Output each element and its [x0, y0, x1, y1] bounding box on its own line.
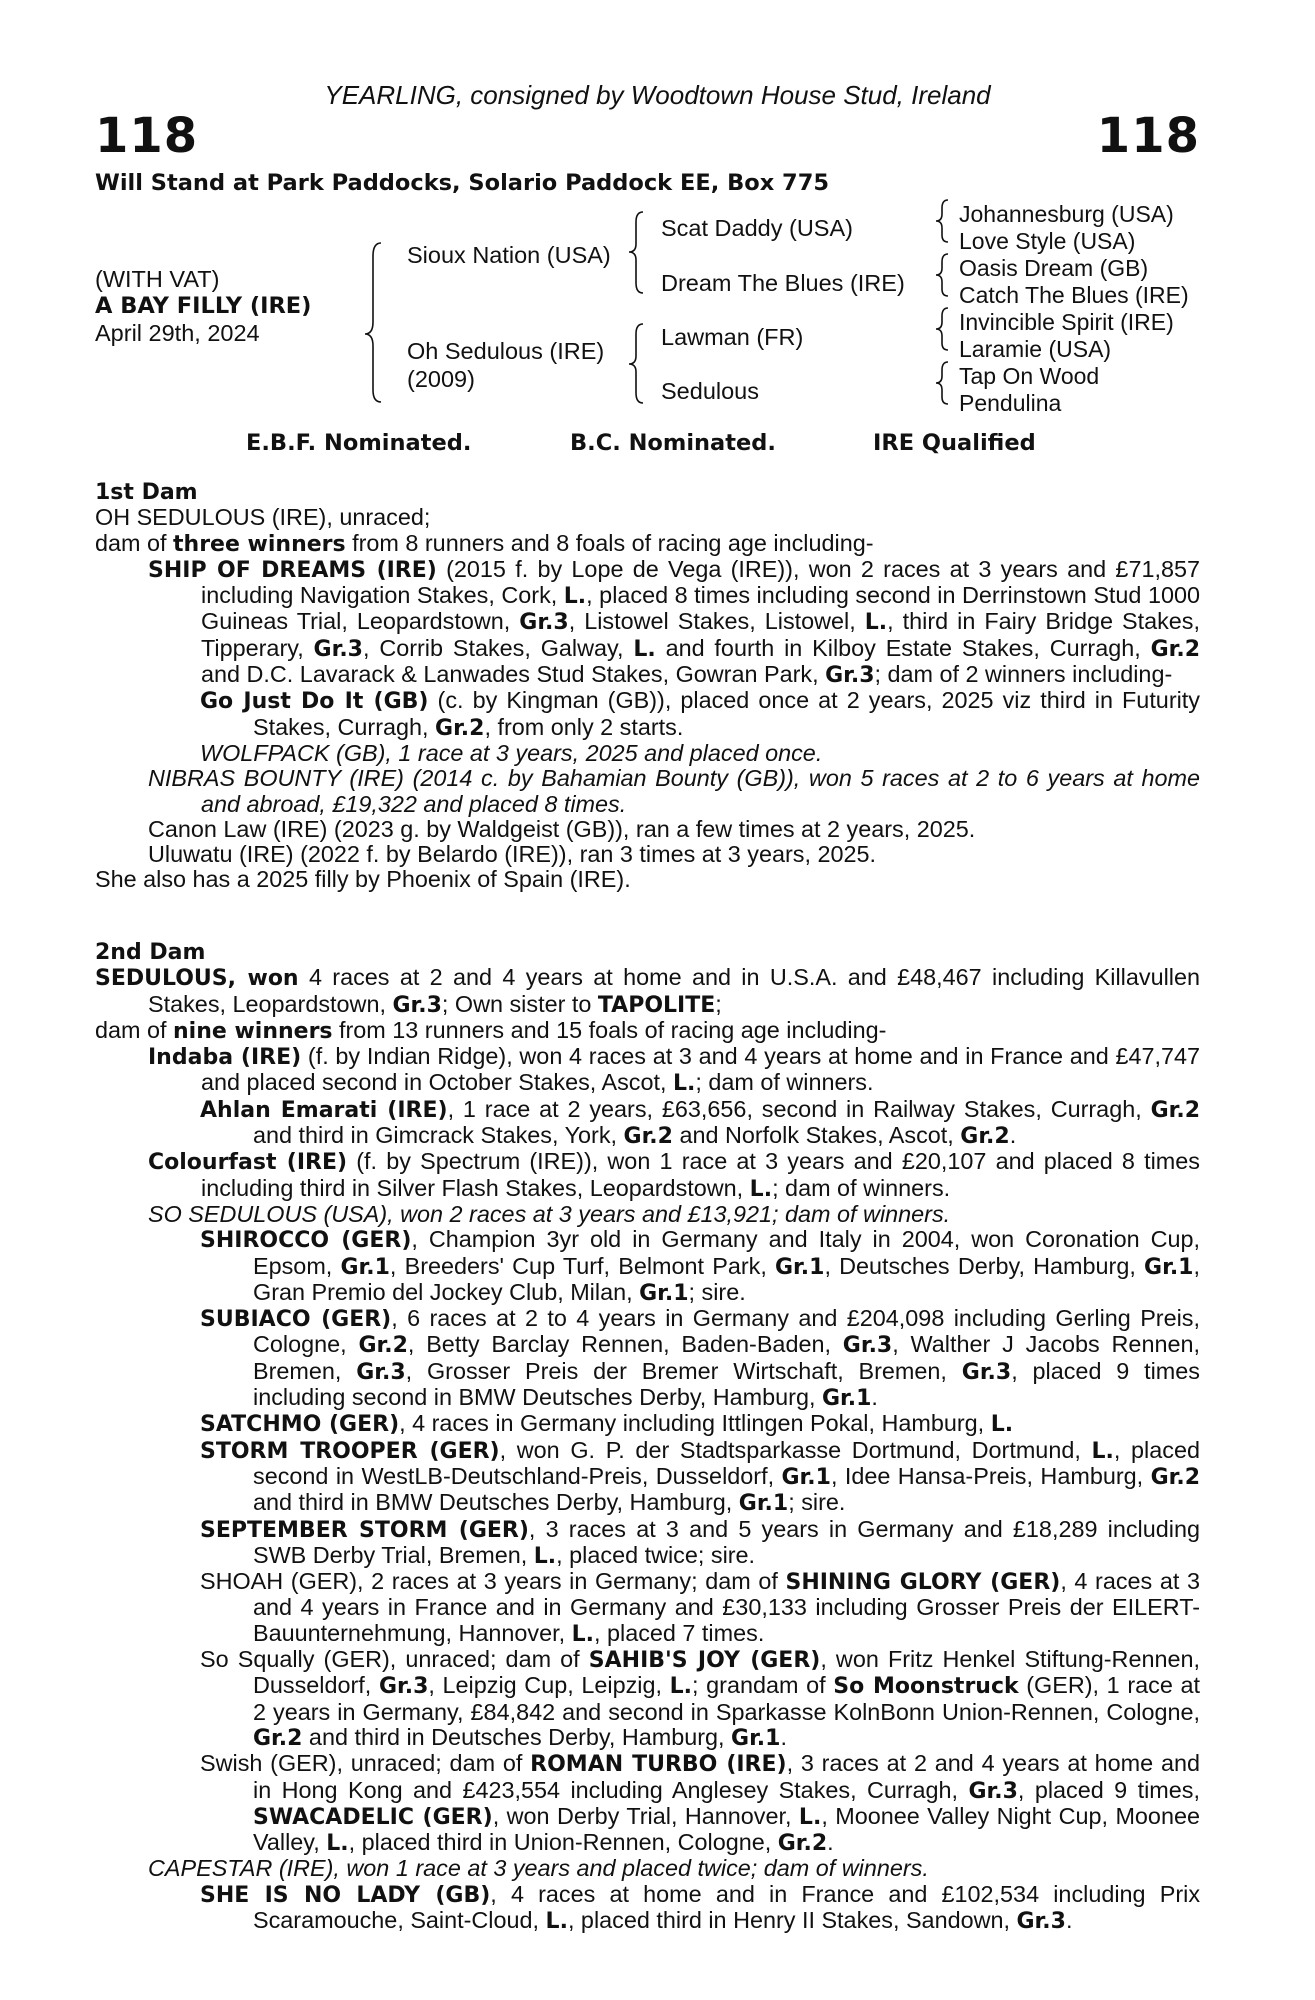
colourfast-entry: Colourfast (IRE) (f. by Spectrum (IRE)), won 1 race at 3 years and £20,107 and placed 8 times including third in Silver Flash Stakes, Leopardstown, L.; dam of winners. — [148, 1148, 1200, 1202]
g3-5: Invincible Spirit (IRE) — [959, 309, 1174, 335]
uluwatu-entry: Uluwatu (IRE) (2022 f. by Belardo (IRE)), ran 3 times at 3 years, 2025. — [148, 841, 877, 868]
swish-entry: Swish (GER), unraced; dam of ROMAN TURBO (IRE), 3 races at 2 and 4 years at home and in Hong Kong and £423,554 including Anglesey Stakes, Curragh, Gr.3, placed 9 times, SWACADELIC (GER), won Derby Trial, Hannover, L., Moonee Valley Night Cup, Moonee Valley, L., placed third in Union-Rennen, Cologne, Gr.2. — [200, 1750, 1200, 1857]
ahlan-emarati-entry: Ahlan Emarati (IRE), 1 race at 2 years, £63,656, second in Railway Stakes, Curragh, Gr.2 and third in Gimcrack Stakes, York, Gr.2 and Norfolk Stakes, Ascot, Gr.2. — [200, 1095, 1200, 1150]
g3-2: Love Style (USA) — [959, 228, 1136, 254]
first-dam-line-2: dam of three winners from 8 runners and 8 foals of racing age including- — [95, 529, 874, 557]
stand-location: Will Stand at Park Paddocks, Solario Paddock EE, Box 775 — [95, 170, 830, 196]
dam-name: Oh Sedulous (IRE) — [407, 338, 605, 364]
first-dam-title: 1st Dam — [95, 480, 198, 505]
second-dam-produce-line: dam of nine winners from 13 runners and 15 foals of racing age including- — [95, 1016, 887, 1044]
indaba-entry: Indaba (IRE) (f. by Indian Ridge), won 4 races at 3 and 4 years at home and in France and £47,747 and placed second in October Stakes, Ascot, L.; dam of winners. — [148, 1043, 1200, 1097]
canon-law-entry: Canon Law (IRE) (2023 g. by Waldgeist (GB)), ran a few times at 2 years, 2025. — [148, 815, 976, 842]
g3-1: Johannesburg (USA) — [959, 201, 1174, 227]
dam-sire: Lawman (FR) — [661, 324, 804, 350]
she-is-no-lady-entry: SHE IS NO LADY (GB), 4 races at home and in France and £102,534 including Prix Scaramouche, Saint-Cloud, L., placed third in Henry II Stakes, Sandown, Gr.3. — [200, 1880, 1201, 1934]
lot-number-left: 118 — [95, 108, 199, 164]
g3-3: Oasis Dream (GB) — [959, 255, 1149, 281]
g3-7: Tap On Wood — [959, 363, 1100, 389]
sire-name: Sioux Nation (USA) — [407, 242, 611, 268]
g3-6: Laramie (USA) — [959, 336, 1112, 362]
vat-note: (WITH VAT) — [95, 266, 220, 292]
lot-number-right: 118 — [1096, 108, 1200, 164]
storm-trooper-entry: STORM TROOPER (GER), won G. P. der Stadtsparkasse Dortmund, Dortmund, L., placed second in WestLB-Deutschland-Preis, Dusseldorf, Gr.1, Idee Hansa-Preis, Hamburg, Gr.2 and third in BMW Deutsches Derby, Hamburg, Gr.1; sire. — [200, 1436, 1200, 1517]
sire-dam: Dream The Blues (IRE) — [661, 270, 905, 296]
so-squally-entry: So Squally (GER), unraced; dam of SAHIB'S JOY (GER), won Fritz Henkel Stiftung-Rennen, Dusseldorf, Gr.3, Leipzig Cup, Leipzig, L.; grandam of So Moonstruck (GER), 1 race at 2 years in Germany, £84,842 and second in Sparkasse KolnBonn Union-Rennen, Cologne, Gr.2 and third in Deutsches Derby, Hamburg, Gr.1. — [200, 1646, 1200, 1751]
consignment-line: YEARLING, consigned by Woodtown House Stud, Ireland — [324, 80, 991, 110]
september-storm-entry: SEPTEMBER STORM (GER), 3 races at 3 and 5 years in Germany and £18,289 including SWB Derby Trial, Bremen, L., placed twice; sire. — [200, 1515, 1200, 1569]
so-sedulous-entry: SO SEDULOUS (USA), won 2 races at 3 years and £13,921; dam of winners. — [148, 1200, 951, 1227]
satchmo-entry: SATCHMO (GER), 4 races in Germany including Ittlingen Pokal, Hamburg, L. — [200, 1410, 1014, 1438]
yearling-note: She also has a 2025 filly by Phoenix of Spain (IRE). — [95, 866, 631, 893]
shoah-entry: SHOAH (GER), 2 races at 3 years in Germany; dam of SHINING GLORY (GER), 4 races at 3 and 4 years in France and in Germany and £30,133 including Grosser Preis der EILERT-Bauunternehmung, Hannover, L., placed 7 times. — [200, 1568, 1200, 1647]
subiaco-entry: SUBIACO (GER), 6 races at 2 to 4 years in Germany and £204,098 including Gerling Preis, Cologne, Gr.2, Betty Barclay Rennen, Baden-Baden, Gr.3, Walther J Jacobs Rennen, Bremen, Gr.3, Grosser Preis der Bremer Wirtschaft, Bremen, Gr.3, placed 9 times including second in BMW Deutsches Derby, Hamburg, Gr.1. — [200, 1305, 1200, 1412]
shirocco-entry: SHIROCCO (GER), Champion 3yr old in Germany and Italy in 2004, won Coronation Cup, Epsom, Gr.1, Breeders' Cup Turf, Belmont Park, Gr.1, Deutsches Derby, Hamburg, Gr.1, Gran Premio del Jockey Club, Milan, Gr.1; sire. — [200, 1226, 1200, 1306]
wolfpack-entry: WOLFPACK (GB), 1 race at 3 years, 2025 and placed once. — [200, 739, 823, 766]
nibras-bounty-entry: NIBRAS BOUNTY (IRE) (2014 c. by Bahamian Bounty (GB)), won 5 races at 2 to 6 years at home and abroad, £19,322 and placed 8 times. — [148, 765, 1200, 817]
ire-qualified: IRE Qualified — [873, 430, 1036, 456]
g3-8: Pendulina — [959, 390, 1062, 416]
first-dam-section — [95, 480, 1200, 893]
bc-nomination: B.C. Nominated. — [570, 430, 776, 456]
second-dam-title: 2nd Dam — [95, 940, 206, 965]
foaling-date: April 29th, 2024 — [95, 320, 260, 346]
second-dam-section — [95, 940, 1200, 1934]
g3-4: Catch The Blues (IRE) — [959, 282, 1189, 308]
ebf-nomination: E.B.F. Nominated. — [246, 430, 472, 456]
sedulous-entry: SEDULOUS, won 4 races at 2 and 4 years at home and in U.S.A. and £48,467 including Killavullen Stakes, Leopardstown, Gr.3; Own sister to TAPOLITE; — [95, 964, 1201, 1018]
go-just-do-it-entry: Go Just Do It (GB) (c. by Kingman (GB)), placed once at 2 years, 2025 viz third in Futurity Stakes, Curragh, Gr.2, from only 2 starts. — [200, 687, 1200, 741]
ship-of-dreams-entry: SHIP OF DREAMS (IRE) (2015 f. by Lope de Vega (IRE)), won 2 races at 3 years and £71,857 including Navigation Stakes, Cork, L., placed 8 times including second in Derrinstown Stud 1000 Guineas Trial, Leopardstown, Gr.3, Listowel Stakes, Listowel, L., third in Fairy Bridge Stakes, Tipperary, Gr.3, Corrib Stakes, Galway, L. and fourth in Kilboy Estate Stakes, Curragh, Gr.2 and D.C. Lavarack & Lanwades Stud Stakes, Gowran Park, Gr.3; dam of 2 winners including- — [148, 555, 1200, 689]
horse-name: A BAY FILLY (IRE) — [95, 293, 312, 319]
capestar-entry: CAPESTAR (IRE), won 1 race at 3 years and placed twice; dam of winners. — [148, 1855, 929, 1882]
dam-year: (2009) — [407, 366, 475, 392]
sire-sire: Scat Daddy (USA) — [661, 215, 853, 241]
dam-dam: Sedulous — [661, 378, 759, 404]
first-dam-line-1: OH SEDULOUS (IRE), unraced; — [95, 504, 431, 531]
